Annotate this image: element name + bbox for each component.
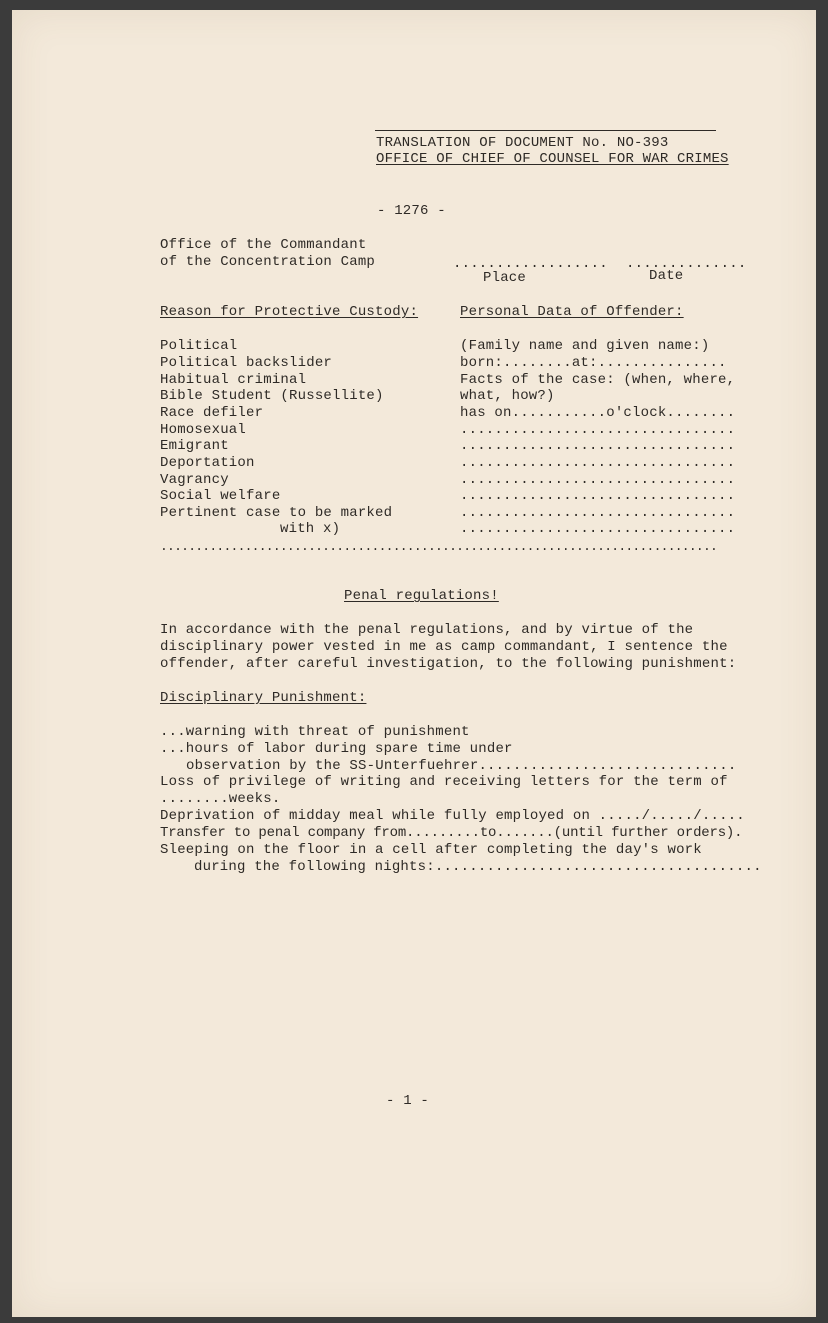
personal-line: Facts of the case: (when, where, <box>460 372 736 388</box>
personal-line: born:........at:............... <box>460 355 727 371</box>
reason-item: Bible Student (Russellite) <box>160 388 384 404</box>
personal-line: ................................ <box>460 438 736 454</box>
reason-item: Habitual criminal <box>160 372 307 388</box>
punishment-line: Loss of privilege of writing and receiving letters for the term of <box>160 774 728 790</box>
paragraph-line: offender, after careful investigation, to the following punishment: <box>160 656 737 672</box>
paragraph-line: In accordance with the penal regulations, and by virtue of the <box>160 622 694 638</box>
disciplinary-heading: Disciplinary Punishment: <box>160 690 367 706</box>
reason-item: Emigrant <box>160 438 229 454</box>
punishment-line: Deprivation of midday meal while fully employed on ...../...../..... <box>160 808 745 824</box>
paragraph-line: disciplinary power vested in me as camp commandant, I sentence the <box>160 639 728 655</box>
place-label: Place <box>483 270 527 286</box>
personal-line: ................................ <box>460 505 736 521</box>
reason-item: Homosexual <box>160 422 247 438</box>
personal-data-heading: Personal Data of Offender: <box>460 304 684 320</box>
personal-line: ................................ <box>460 521 736 537</box>
reason-item: Deportation <box>160 455 255 471</box>
personal-line: ................................ <box>460 455 736 471</box>
place-dots: .................. <box>453 256 608 272</box>
reason-item: Vagrancy <box>160 472 229 488</box>
punishment-line: ...warning with threat of punishment <box>160 724 470 740</box>
date-label: Date <box>649 268 684 284</box>
header-top-rule <box>375 130 716 131</box>
penal-regulations-heading: Penal regulations! <box>344 588 499 604</box>
reason-item: Social welfare <box>160 488 281 504</box>
reason-item: with x) <box>280 521 341 537</box>
personal-line: ................................ <box>460 422 736 438</box>
reason-heading: Reason for Protective Custody: <box>160 304 419 320</box>
personal-line: ................................ <box>460 488 736 504</box>
punishment-line: during the following nights:...................................... <box>194 859 762 875</box>
issuer-line-2: of the Concentration Camp <box>160 254 376 270</box>
page-marker: - 1276 - <box>377 203 446 219</box>
punishment-line: Transfer to penal company from.........to.......(until further orders). <box>160 825 743 841</box>
document-page <box>12 10 816 1317</box>
personal-line: what, how?) <box>460 388 555 404</box>
reason-item: Political <box>160 338 238 354</box>
punishment-line: ...hours of labor during spare time under <box>160 741 513 757</box>
footer-page-number: - 1 - <box>386 1093 430 1109</box>
issuer-line-1: Office of the Commandant <box>160 237 367 253</box>
translation-title: TRANSLATION OF DOCUMENT No. NO-393 <box>376 135 669 151</box>
personal-line: has on...........o'clock........ <box>460 405 736 421</box>
reason-item: Race defiler <box>160 405 264 421</box>
reason-item: Pertinent case to be marked <box>160 505 393 521</box>
personal-line: ................................ <box>460 472 736 488</box>
date-dots: .............. <box>626 256 747 272</box>
punishment-line: ........weeks. <box>160 791 281 807</box>
full-width-dot-line: ............................................................................... <box>160 539 718 554</box>
personal-line: (Family name and given name:) <box>460 338 710 354</box>
punishment-line: Sleeping on the floor in a cell after completing the day's work <box>160 842 702 858</box>
reason-item: Political backslider <box>160 355 333 371</box>
office-title: OFFICE OF CHIEF OF COUNSEL FOR WAR CRIMES <box>376 151 729 167</box>
punishment-line: observation by the SS-Unterfuehrer.............................. <box>186 758 737 774</box>
